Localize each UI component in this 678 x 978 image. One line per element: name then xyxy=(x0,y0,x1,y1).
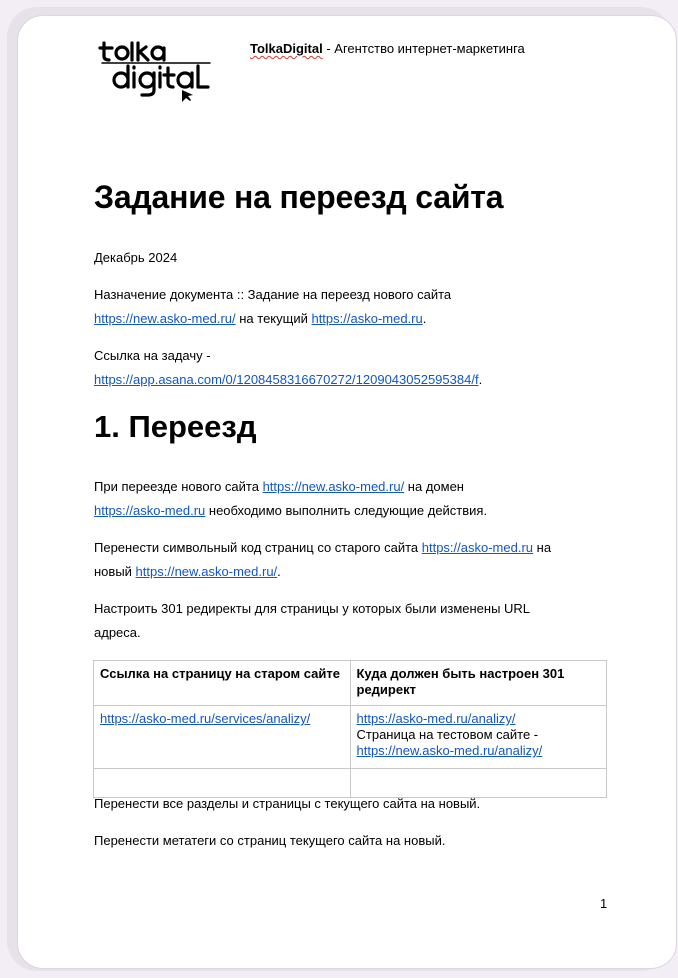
new-site-link[interactable]: https://new.asko-med.ru/ xyxy=(135,564,278,579)
symbol-code-suffix: . xyxy=(277,564,281,579)
metatags-paragraph: Перенести метатеги со страниц текущего сайта на новый. xyxy=(94,833,446,848)
symbol-code-paragraph xyxy=(94,536,551,584)
symbol-code-text: Перенести символьный код страниц со старого сайта xyxy=(94,540,422,555)
document-title: Задание на переезд сайта xyxy=(94,179,504,215)
asana-task-link[interactable]: https://app.asana.com/0/1208458316670272/1209043052595384/f xyxy=(94,372,479,387)
brand-name: TolkaDigital xyxy=(250,41,323,56)
col-old-url-header: Ссылка на страницу на старом сайте xyxy=(94,661,351,706)
section-heading: 1. Переезд xyxy=(94,409,257,444)
current-site-link[interactable]: https://asko-med.ru xyxy=(94,503,206,518)
migration-suffix: необходимо выполнить следующие действия. xyxy=(205,503,488,518)
purpose-text: Назначение документа :: Задание на переезд нового сайта xyxy=(94,287,452,302)
symbol-code-middle2: новый xyxy=(94,564,136,579)
tolka-digital-logo xyxy=(98,40,248,102)
document-page xyxy=(17,15,677,969)
sections-paragraph: Перенести все разделы и страницы с текущего сайта на новый. xyxy=(94,796,481,811)
redirect-cell xyxy=(350,706,607,769)
table-header-row xyxy=(94,661,607,706)
purpose-paragraph xyxy=(94,283,451,331)
page-number: 1 xyxy=(600,896,608,911)
test-page-link[interactable]: https://new.asko-med.ru/analizy/ xyxy=(356,743,543,758)
purpose-suffix: . xyxy=(422,311,427,326)
task-label: Ссылка на задачу - xyxy=(94,348,211,363)
redirects-line2: адреса. xyxy=(94,625,141,640)
table-row xyxy=(94,706,607,769)
document-header xyxy=(250,41,525,56)
purpose-middle-text: на текущий xyxy=(235,311,312,326)
redirects-paragraph xyxy=(94,597,530,645)
test-page-label: Страница на тестовом сайте - xyxy=(356,727,539,742)
current-site-link[interactable]: https://asko-med.ru xyxy=(421,540,534,555)
old-url-cell xyxy=(94,706,351,769)
task-paragraph xyxy=(94,344,482,392)
old-url-link[interactable]: https://asko-med.ru/services/analizy/ xyxy=(100,711,311,726)
new-site-link[interactable]: https://new.asko-med.ru/ xyxy=(262,479,405,494)
redirects-table xyxy=(93,660,607,798)
col-redirect-header: Куда должен быть настроен 301 редирект xyxy=(350,661,607,706)
document-date: Декабрь 2024 xyxy=(94,250,178,265)
migration-paragraph xyxy=(94,475,487,523)
symbol-code-middle: на xyxy=(533,540,552,555)
migration-text: При переезде нового сайта xyxy=(94,479,263,494)
redirects-line1: Настроить 301 редиректы для страницы у которых были изменены URL xyxy=(94,601,531,616)
task-suffix: . xyxy=(478,372,483,387)
migration-middle-text: на домен xyxy=(404,479,464,494)
cursor-icon xyxy=(182,90,193,102)
new-site-link[interactable]: https://new.asko-med.ru/ xyxy=(94,311,236,326)
redirect-url-link[interactable]: https://asko-med.ru/analizy/ xyxy=(356,711,516,726)
brand-tagline: - Агентство интернет-маркетинга xyxy=(322,41,525,56)
current-site-link[interactable]: https://asko-med.ru xyxy=(311,311,423,326)
